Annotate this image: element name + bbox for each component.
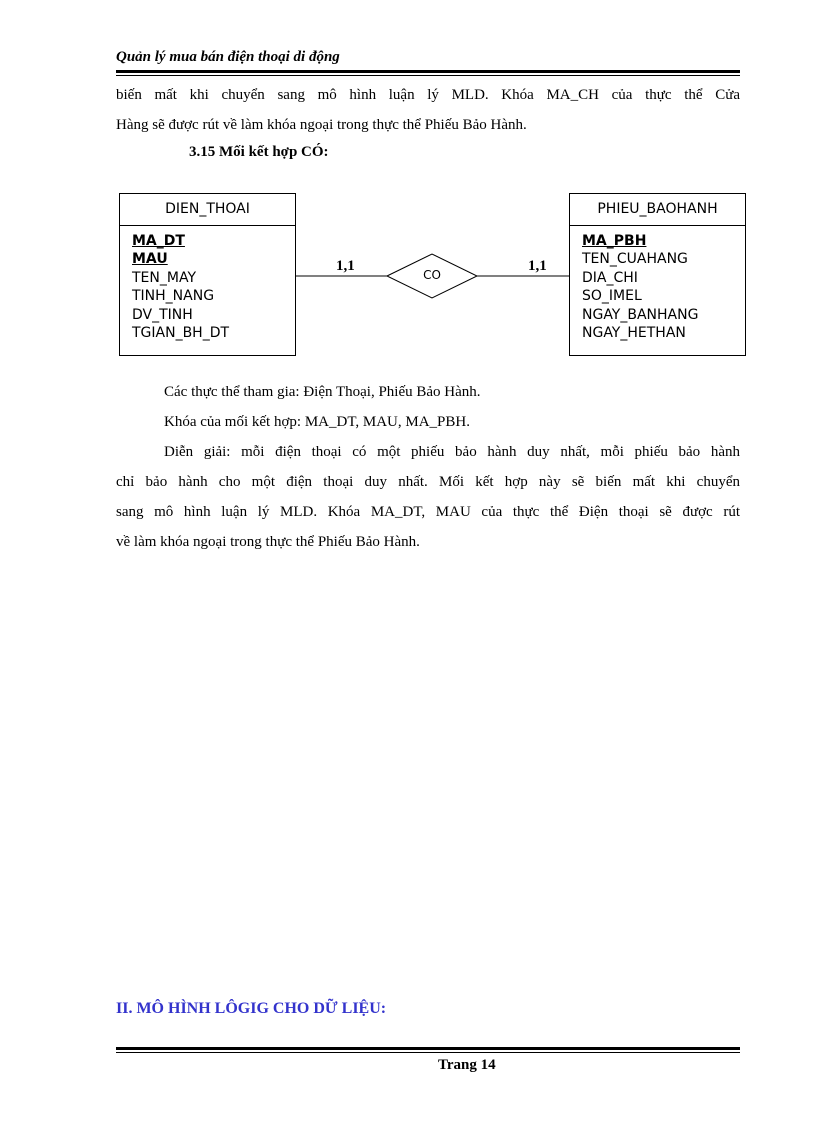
explanation-paragraph — [116, 437, 740, 557]
explain-line-3: sang mô hình luận lý MLD. Khóa MA_DT, MAU của thực thể Điện thoại sẽ được rút — [116, 504, 740, 520]
entity-attribute: DV_TINH — [132, 306, 193, 323]
participants-text: Các thực thể tham gia: Điện Thoại, Phiếu Bảo Hành. — [164, 384, 481, 400]
entity-key: MAU — [132, 251, 168, 268]
entity-dien-thoai — [119, 193, 296, 356]
cardinality-left: 1,1 — [336, 258, 355, 274]
document-header-title: Quản lý mua bán điện thoại di động — [116, 49, 340, 65]
section-heading: 3.15 Mối kết hợp CÓ: — [189, 144, 329, 160]
page-number: Trang 14 — [438, 1057, 496, 1073]
entity-attribute: NGAY_BANHANG — [582, 306, 699, 323]
entity-attribute: TGIAN_BH_DT — [132, 324, 230, 341]
entity-key: MA_PBH — [582, 233, 647, 249]
entity-phieu-baohanh — [569, 193, 746, 356]
entity-attribute: TEN_MAY — [132, 269, 196, 286]
explain-line-1: Diễn giải: mỗi điện thoại có một phiếu bảo hành duy nhất, mỗi phiếu bảo hành — [164, 444, 740, 460]
entity-phieu-baohanh-attributes — [570, 226, 745, 342]
explain-line-2: chỉ bảo hành cho một điện thoại duy nhất. Mối kết hợp này sẽ biến mất khi chuyển — [116, 474, 740, 490]
footer-rule — [116, 1047, 740, 1050]
entity-attribute: DIA_CHI — [582, 269, 638, 286]
entity-attribute: SO_IMEL — [582, 288, 642, 305]
entity-attribute: NGAY_HETHAN — [582, 324, 686, 341]
entity-dien-thoai-attributes — [120, 226, 295, 342]
entity-attribute: TINH_NANG — [132, 288, 215, 305]
entity-attribute: TEN_CUAHANG — [582, 251, 688, 268]
footer-rule-thin — [116, 1052, 740, 1053]
intro-line-1: biến mất khi chuyển sang mô hình luận lý MLD. Khóa MA_CH của thực thể Cửa — [116, 87, 740, 103]
part-heading: II. MÔ HÌNH LÔGIG CHO DỮ LIỆU: — [116, 1000, 387, 1017]
intro-line-2: Hàng sẽ được rút về làm khóa ngoại trong thực thể Phiếu Bảo Hành. — [116, 117, 527, 133]
entity-phieu-baohanh-name: PHIEU_BAOHANH — [570, 194, 745, 226]
keys-text: Khóa của mối kết hợp: MA_DT, MAU, MA_PBH. — [164, 414, 470, 430]
relationship-label: CO — [423, 268, 441, 282]
entity-dien-thoai-name: DIEN_THOAI — [120, 194, 295, 226]
entity-key: MA_DT — [132, 233, 185, 249]
explain-line-4: về làm khóa ngoại trong thực thể Phiếu Bảo Hành. — [116, 534, 420, 550]
cardinality-right: 1,1 — [528, 258, 547, 274]
